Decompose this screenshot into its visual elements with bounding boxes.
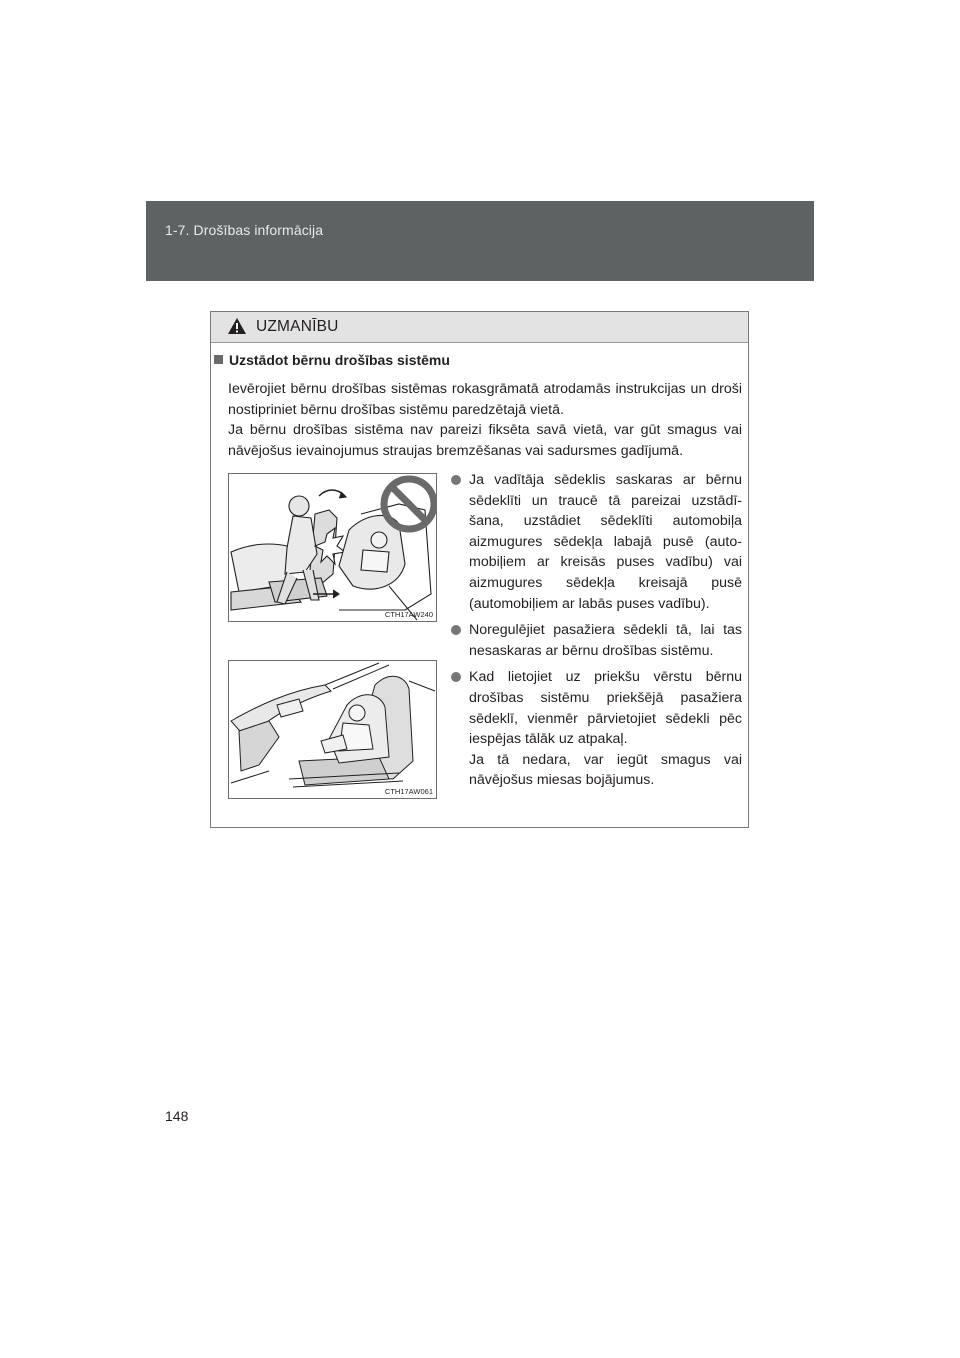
bullet-text: Noregulējiet pasažiera sēdekli tā, lai tas nesaskaras ar bērnu drošības sistēmu. (469, 622, 742, 659)
bullet-item (449, 620, 742, 661)
bullet-text: Ja vadītāja sēdeklis saskaras ar bērnu sēdeklīti un traucē tā pareizai uzstādī-šana, uzstādiet sēdeklīti automobiļa aizmugures sēdekļa labajā pusē (auto-mobiļiem ar kreisās puses vadību) vai aizmugures sēdekļa kreisajā pusē (automobiļiem ar labās puses vadību). (469, 472, 742, 612)
round-bullet-icon (451, 672, 461, 682)
caution-header (211, 312, 748, 343)
bullet-item (449, 470, 742, 614)
front-seat-drawing (229, 661, 436, 798)
section-title: 1-7. Drošības informācija (165, 222, 324, 238)
bullet-text: Ja tā nedara, var iegūt smagus vai nāvējošus miesas bojājumus. (469, 751, 742, 789)
seat-contact-drawing (229, 474, 436, 621)
intro-paragraph: Ja bērnu drošības sistēma nav pareizi fiksēta savā vietā, var gūt smagus vai nāvējošus ievainojumus straujas bremzēšanas vai sadursmes gadījumā. (228, 422, 742, 459)
illustration-seat-contact (228, 473, 437, 622)
warning-triangle-icon (227, 317, 247, 335)
bullet-text: Kad lietojiet uz priekšu vērstu bērnu drošības sistēmu priekšējā pasažiera sēdeklī, vienmēr pārvietojiet sēdekli pēc iespējas tālāk uz atpakaļ. (469, 669, 742, 748)
page-number: 148 (165, 1108, 189, 1124)
square-bullet-icon (214, 355, 223, 364)
caution-intro (228, 379, 742, 461)
round-bullet-icon (451, 625, 461, 635)
subheading-text: Uzstādot bērnu drošības sistēmu (229, 352, 450, 368)
caution-box (210, 311, 749, 828)
prohibited-icon (384, 479, 434, 529)
round-bullet-icon (451, 475, 461, 485)
intro-paragraph: Ievērojiet bērnu drošības sistēmas rokasgrāmatā atrodamās instrukcijas un droši nostipriniet bērnu drošības sistēmu paredzētajā vietā. (228, 381, 742, 418)
illustration-front-passenger-seat (228, 660, 437, 799)
figure-code: CTH17AW061 (384, 787, 433, 796)
bullet-item (449, 667, 742, 791)
section-header-band (146, 201, 814, 281)
caution-bullet-list (449, 470, 742, 791)
caution-subheading (214, 352, 450, 368)
caution-title: UZMANĪBU (256, 318, 339, 335)
figure-code: CTH17AW240 (384, 610, 433, 619)
